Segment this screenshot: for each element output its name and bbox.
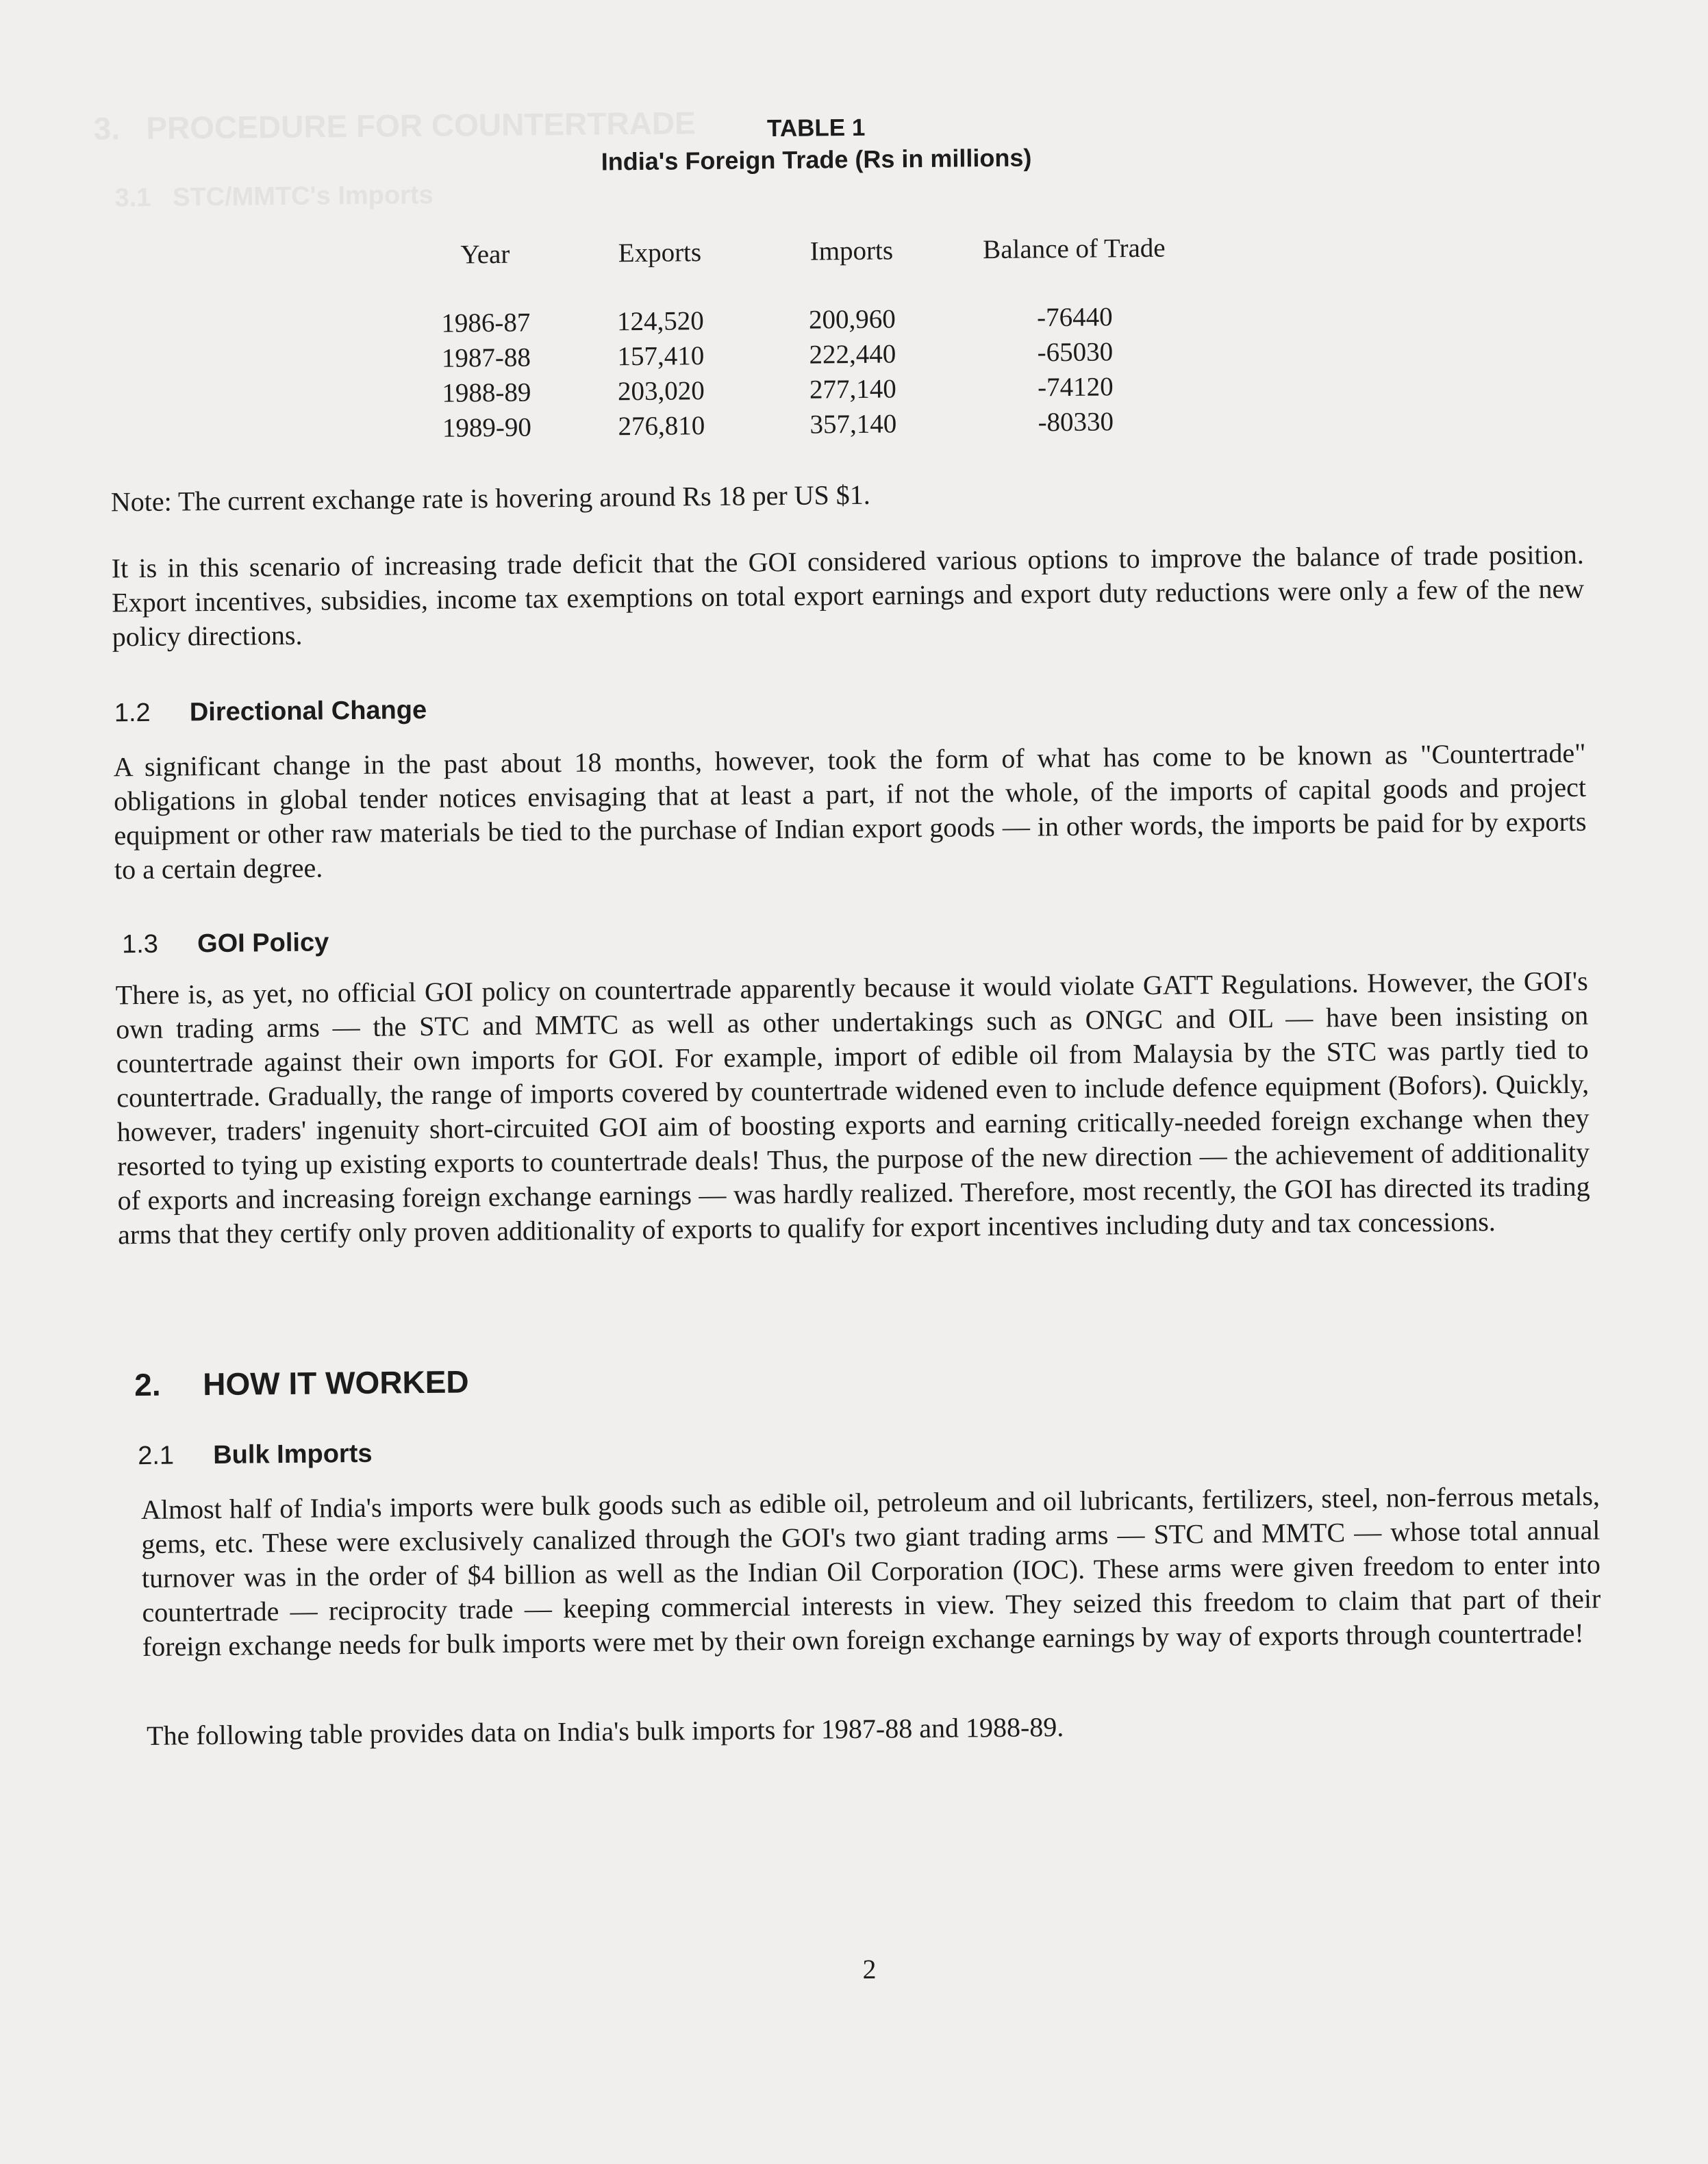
table-cell-exports: 203,020	[617, 376, 705, 407]
section-heading-2	[134, 1363, 469, 1403]
column-header-balance-of-trade: Balance of Trade	[982, 233, 1166, 265]
section-title: Directional Change	[189, 695, 427, 727]
table-title: TABLE 1	[766, 114, 866, 142]
section-heading-1-3	[122, 928, 329, 959]
table-cell-balance: -65030	[1037, 337, 1114, 368]
table-cell-exports: 157,410	[617, 341, 705, 372]
table-row	[405, 403, 1199, 446]
table-cell-year: 1989-90	[442, 412, 532, 443]
table-caption	[525, 110, 1107, 179]
section-number: 1.3	[121, 929, 159, 959]
column-header-year: Year	[460, 239, 510, 270]
section-title: HOW IT WORKED	[202, 1363, 469, 1402]
table-cell-exports: 124,520	[616, 306, 704, 337]
table-cell-imports: 277,140	[809, 374, 896, 405]
table-cell-imports: 357,140	[809, 409, 897, 440]
table-cell-imports: 222,440	[809, 339, 896, 370]
foreign-trade-table	[403, 233, 1199, 446]
table-cell-balance: -74120	[1037, 372, 1114, 403]
table-cell-exports: 276,810	[618, 411, 705, 442]
table-cell-year: 1987-88	[441, 342, 531, 373]
table-header-row	[403, 233, 1198, 306]
table-cell-imports: 200,960	[808, 304, 896, 335]
intro-paragraph: It is in this scenario of increasing trade deficit that the GOI considered various options to improve the balance of trade position. Export incentives, subsidies, income tax exemptions on total export earnings and export duty reductions were only a few of the new policy directions.	[111, 538, 1585, 653]
table-cell-year: 1988-89	[442, 377, 531, 408]
section-number: 2.	[134, 1366, 161, 1403]
table-note: Note: The current exchange rate is hovering around Rs 18 per US $1.	[110, 479, 870, 518]
show-through-subheading: 3.1 STC/MMTC's Imports	[114, 180, 434, 213]
column-header-exports: Exports	[618, 238, 702, 268]
bulk-imports-followup: The following table provides data on India's bulk imports for 1987-88 and 1988-89.	[146, 1711, 1064, 1751]
column-header-imports: Imports	[809, 236, 894, 266]
directional-change-paragraph: A significant change in the past about 18 months, however, took the form of what has come to be known as "Countertrade" obligations in global tender notices envisaging that at least a part, if not the whole, of the imports of capital goods and project equipment or other raw materials be tied to the purchase of Indian export goods — in other words, the imports be paid for by exports to a certain degree.	[113, 737, 1587, 885]
bulk-imports-paragraph: Almost half of India's imports were bulk goods such as edible oil, petroleum and oil lubricants, fertilizers, steel, non-ferrous metals, gems, etc. These were exclusively canalized through the GOI's two giant trading arms — STC and MMTC — whose total annual turnover was in the order of $4 billion as well as the Indian Oil Corporation (IOC). These arms were given freedom to enter into countertrade — reciprocity trade — keeping commercial interests in view. They seized this freedom to claim that part of their foreign exchange needs for bulk imports were met by their own foreign exchange earnings by way of exports through countertrade!	[140, 1480, 1601, 1663]
page-number: 2	[862, 1953, 877, 1985]
table-cell-year: 1986-87	[441, 307, 531, 338]
section-heading-2-1	[138, 1439, 373, 1471]
section-number: 2.1	[138, 1441, 175, 1471]
goi-policy-paragraph: There is, as yet, no official GOI policy on countertrade apparently because it would violate GATT Regulations. However, the GOI's own trading arms — the STC and MMTC as well as other undertakings such as ONGC and OIL — have been insisting on countertrade against their own imports for GOI. For example, import of edible oil from Malaysia by the STC was partly tied to countertrade. Gradually, the range of imports covered by countertrade widened even to include defence equipment (Bofors). Quickly, however, traders' ingenuity short-circuited GOI aim of boosting exports and earning critically-needed foreign exchange when they resorted to tying up existing exports to countertrade deals! Thus, the purpose of the new direction — the achievement of additionality of exports and increasing foreign exchange earnings — was hardly realized. Therefore, most recently, the GOI has directed its trading arms that they certify only proven additionality of exports to qualify for export incentives including duty and tax concessions.	[115, 965, 1590, 1250]
table-cell-balance: -76440	[1036, 302, 1113, 333]
section-heading-1-2	[114, 696, 427, 728]
table-cell-balance: -80330	[1038, 407, 1114, 438]
show-through-heading: 3. PROCEDURE FOR COUNTERTRADE	[93, 105, 696, 147]
table-subtitle: India's Foreign Trade (Rs in millions)	[601, 143, 1032, 176]
section-title: Bulk Imports	[213, 1439, 373, 1470]
section-number: 1.2	[114, 698, 151, 728]
section-title: GOI Policy	[197, 928, 329, 959]
